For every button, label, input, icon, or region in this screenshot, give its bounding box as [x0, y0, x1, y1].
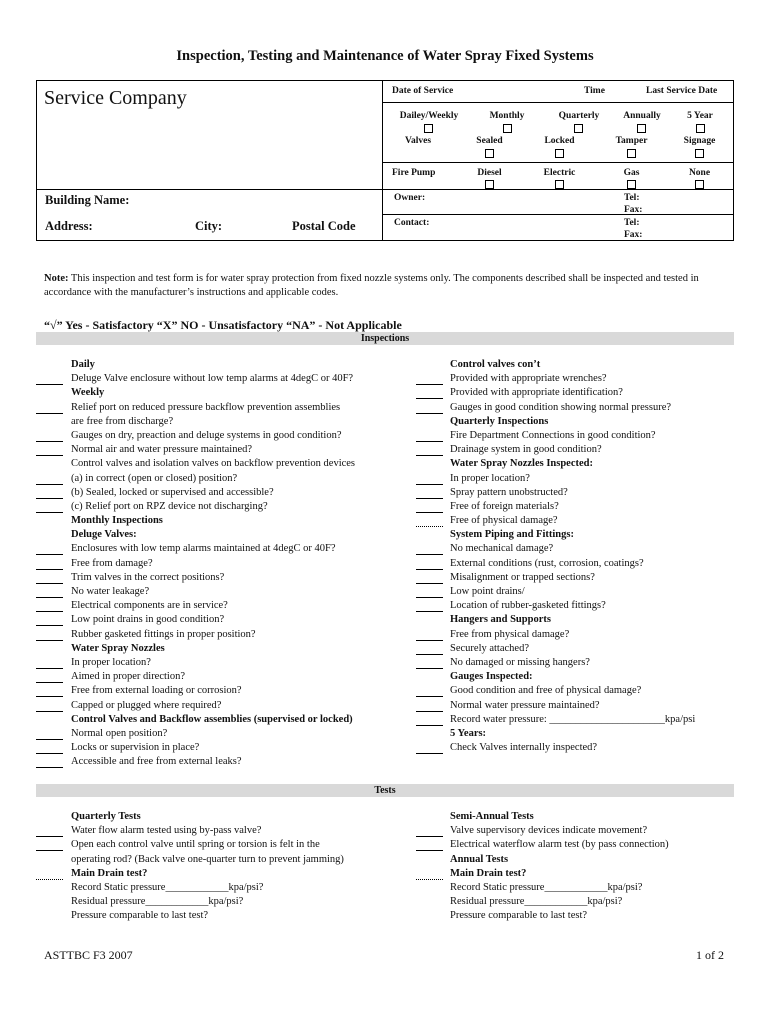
response-blank[interactable] — [36, 557, 63, 570]
note-paragraph — [44, 272, 734, 300]
item-text: No mechanical damage? — [450, 543, 554, 555]
tests-right-column — [416, 810, 734, 924]
response-blank[interactable] — [416, 514, 443, 527]
checklist-item — [36, 838, 416, 852]
item-text: Locks or supervision in place? — [71, 742, 200, 754]
response-blank[interactable] — [36, 741, 63, 754]
valves-label: Valves — [405, 136, 432, 146]
response-blank[interactable] — [416, 838, 443, 851]
inspections-section-bar: Inspections — [36, 332, 734, 345]
freq-monthly-label: Monthly — [489, 111, 525, 121]
checklist-item — [416, 895, 734, 909]
item-text: Water Spray Nozzles — [71, 642, 165, 654]
section-heading — [36, 514, 416, 528]
checklist-item — [36, 500, 416, 514]
valves-locked-checkbox[interactable] — [555, 149, 564, 158]
contact-tel-label: Tel: — [624, 218, 640, 228]
response-blank[interactable] — [416, 599, 443, 612]
item-text: Main Drain test? — [450, 867, 527, 879]
item-text: Pressure comparable to last test? — [71, 910, 209, 922]
item-text: 5 Years: — [450, 727, 487, 739]
item-text: Record Static pressure____________kpa/psi? — [71, 881, 264, 893]
item-text: In proper location? — [450, 472, 530, 484]
item-text: (b) Sealed, locked or supervised and accessible? — [71, 486, 274, 498]
item-text: Trim valves in the correct positions? — [71, 571, 225, 583]
date-of-service-label: Date of Service — [392, 86, 454, 96]
checklist-item — [416, 684, 734, 698]
time-label: Time — [584, 86, 605, 96]
item-text: Normal water pressure maintained? — [450, 699, 600, 711]
item-text: Control Valves and Backflow assemblies (supervised or locked) — [71, 713, 353, 725]
item-text: Valve supervisory devices indicate movement? — [450, 825, 648, 837]
inspections-right-column — [416, 358, 734, 755]
item-text: Weekly — [71, 387, 105, 399]
response-blank[interactable] — [416, 386, 443, 399]
item-text: Residual pressure____________kpa/psi? — [71, 896, 244, 908]
response-blank[interactable] — [36, 443, 63, 456]
valves-sealed-checkbox[interactable] — [485, 149, 494, 158]
tests-left-column — [36, 810, 416, 924]
checklist-item — [36, 909, 416, 923]
checklist-item — [36, 755, 416, 769]
response-blank[interactable] — [36, 372, 63, 385]
item-text: Low point drains in good condition? — [71, 614, 225, 626]
item-text: No damaged or missing hangers? — [450, 656, 590, 668]
item-text: Control valves con’t — [450, 359, 541, 370]
response-blank[interactable] — [416, 585, 443, 598]
item-text: Relief port on reduced pressure backflow prevention assemblies — [71, 401, 341, 413]
item-text: Low point drains/ — [450, 586, 525, 597]
valves-sealed-label: Sealed — [476, 136, 503, 146]
item-text: Gauges on dry, preaction and deluge systems in good condition? — [71, 429, 342, 441]
response-blank[interactable] — [416, 557, 443, 570]
item-text: Record Static pressure____________kpa/psi? — [450, 881, 643, 893]
freq-5year-checkbox[interactable] — [696, 124, 705, 133]
section-heading — [416, 528, 734, 542]
item-text: operating rod? (Back valve one-quarter turn to prevent jamming) — [71, 853, 344, 865]
section-heading — [36, 642, 416, 656]
checklist-item — [416, 909, 734, 923]
checklist-item — [36, 443, 416, 457]
checklist-item — [416, 599, 734, 613]
item-text: Main Drain test? — [71, 867, 148, 879]
page-number: 1 of 2 — [696, 948, 724, 962]
note-label: Note: — [44, 273, 69, 284]
checklist-item — [36, 656, 416, 670]
checklist-item — [416, 486, 734, 500]
item-text: Good condition and free of physical damage? — [450, 685, 642, 697]
firepump-gas-checkbox[interactable] — [627, 180, 636, 189]
checklist-item — [416, 838, 734, 852]
service-company-label: Service Company — [44, 87, 187, 109]
item-text: Hangers and Supports — [450, 614, 551, 626]
response-blank[interactable] — [416, 684, 443, 697]
item-text: Open each control valve until spring or torsion is felt in the — [71, 839, 320, 851]
last-service-date-label: Last Service Date — [646, 86, 718, 96]
checklist-item — [36, 429, 416, 443]
checklist-item — [416, 699, 734, 713]
checklist-item — [416, 500, 734, 514]
section-heading — [416, 670, 734, 684]
section-heading — [416, 358, 734, 372]
checklist-item — [36, 727, 416, 741]
owner-tel-label: Tel: — [624, 193, 640, 203]
firepump-label: Fire Pump — [392, 168, 436, 178]
item-text: Normal air and water pressure maintained? — [71, 444, 253, 456]
freq-quarterly-label: Quarterly — [558, 111, 600, 121]
page-title: Inspection, Testing and Maintenance of Water Spray Fixed Systems — [176, 48, 594, 64]
item-text: Control valves and isolation valves on backflow prevention devices — [71, 458, 356, 470]
response-blank[interactable] — [416, 443, 443, 456]
header-line — [37, 189, 733, 190]
contact-label: Contact: — [394, 218, 430, 228]
item-text: Daily — [71, 359, 95, 370]
response-blank[interactable] — [36, 585, 63, 598]
postal-code-label: Postal Code — [292, 219, 356, 233]
item-text: Free of physical damage? — [450, 515, 558, 527]
item-text: Accessible and free from external leaks? — [71, 756, 242, 768]
item-text: Record water pressure: ______________________kpa/psi — [450, 713, 696, 725]
item-text: Deluge Valves: — [71, 529, 137, 541]
header-divider — [382, 81, 383, 240]
response-blank[interactable] — [36, 486, 63, 499]
item-text: Water flow alarm tested using by-pass valve? — [71, 825, 262, 837]
section-heading — [36, 386, 416, 400]
freq-quarterly-checkbox[interactable] — [574, 124, 583, 133]
section-heading — [416, 415, 734, 429]
item-text: Rubber gasketed fittings in proper position? — [71, 628, 256, 640]
response-blank[interactable] — [36, 500, 63, 513]
response-blank[interactable] — [416, 867, 443, 880]
checklist-item — [416, 542, 734, 556]
firepump-diesel-label: Diesel — [477, 168, 502, 178]
response-blank[interactable] — [36, 755, 63, 768]
checklist-item — [36, 824, 416, 838]
checklist-item — [36, 472, 416, 486]
freq-annually-label: Annually — [623, 111, 661, 121]
contact-fax-label: Fax: — [624, 230, 643, 240]
item-text: Semi-Annual Tests — [450, 811, 534, 822]
checklist-item — [36, 895, 416, 909]
response-blank[interactable] — [36, 628, 63, 641]
section-heading — [416, 613, 734, 627]
item-text: In proper location? — [71, 656, 151, 668]
item-text: Quarterly Tests — [71, 811, 141, 822]
response-blank[interactable] — [36, 472, 63, 485]
checklist-item — [36, 881, 416, 895]
response-blank[interactable] — [416, 542, 443, 555]
checklist-item — [416, 443, 734, 457]
note-text: This inspection and test form is for water spray protection from fixed nozzle systems only. The components described shall be inspected and tested in accordance with the manufacturer’s instructions and applicable codes. — [44, 273, 699, 298]
checklist-item — [416, 401, 734, 415]
checklist-item — [416, 557, 734, 571]
section-heading — [416, 727, 734, 741]
item-text: Securely attached? — [450, 642, 529, 654]
item-text: (c) Relief port on RPZ device not discharging? — [71, 500, 268, 512]
item-text: Gauges in good condition showing normal pressure? — [450, 401, 672, 413]
header-line — [382, 162, 733, 163]
response-blank[interactable] — [416, 656, 443, 669]
response-blank[interactable] — [416, 824, 443, 837]
item-text: Quarterly Inspections — [450, 415, 549, 427]
tests-section-bar: Tests — [36, 784, 734, 797]
checklist-item — [416, 741, 734, 755]
checklist-item — [36, 542, 416, 556]
response-blank[interactable] — [416, 699, 443, 712]
item-text: Spray pattern unobstructed? — [450, 486, 568, 498]
checklist-item — [36, 628, 416, 642]
checklist-item — [416, 824, 734, 838]
item-text: are free from discharge? — [71, 415, 174, 427]
response-blank[interactable] — [416, 741, 443, 754]
checklist-item — [416, 386, 734, 400]
response-blank[interactable] — [36, 401, 63, 414]
item-text: Water Spray Nozzles Inspected: — [450, 458, 593, 470]
checklist-item — [416, 514, 734, 528]
checklist-item — [416, 429, 734, 443]
item-text: Electrical waterflow alarm test (by pass connection) — [450, 839, 669, 851]
valves-signage-checkbox[interactable] — [695, 149, 704, 158]
checklist-item — [416, 472, 734, 486]
item-text: Provided with appropriate wrenches? — [450, 373, 607, 385]
item-text: Check Valves internally inspected? — [450, 742, 598, 754]
item-text: Fire Department Connections in good condition? — [450, 429, 656, 441]
item-text: Annual Tests — [450, 853, 509, 865]
section-heading — [416, 457, 734, 471]
section-heading — [416, 867, 734, 881]
inspections-left-column — [36, 358, 416, 769]
checklist-item — [36, 699, 416, 713]
firepump-electric-label: Electric — [543, 168, 576, 178]
checklist-item — [416, 881, 734, 895]
item-text: Provided with appropriate identification? — [450, 387, 623, 399]
response-blank[interactable] — [36, 656, 63, 669]
checklist-item — [36, 670, 416, 684]
response-blank[interactable] — [416, 401, 443, 414]
response-blank[interactable] — [36, 429, 63, 442]
valves-signage-label: Signage — [683, 136, 716, 146]
header-line — [382, 102, 733, 103]
owner-fax-label: Fax: — [624, 205, 643, 215]
valves-locked-label: Locked — [544, 136, 575, 146]
item-text: Pressure comparable to last test? — [450, 910, 588, 922]
item-text: Free from physical damage? — [450, 628, 570, 640]
response-blank[interactable] — [416, 571, 443, 584]
checklist-item — [416, 571, 734, 585]
item-text: (a) in correct (open or closed) position? — [71, 472, 238, 484]
response-blank[interactable] — [416, 642, 443, 655]
section-heading — [416, 853, 734, 867]
checklist-item — [416, 656, 734, 670]
response-blank[interactable] — [416, 713, 443, 726]
response-blank[interactable] — [416, 429, 443, 442]
firepump-electric-checkbox[interactable] — [555, 180, 564, 189]
firepump-none-checkbox[interactable] — [695, 180, 704, 189]
checklist-item — [416, 713, 734, 727]
response-blank[interactable] — [36, 599, 63, 612]
valves-tamper-label: Tamper — [615, 136, 648, 146]
response-blank[interactable] — [36, 684, 63, 697]
checklist-item — [36, 486, 416, 500]
response-blank[interactable] — [36, 838, 63, 851]
checklist-item — [36, 599, 416, 613]
checklist-item — [36, 585, 416, 599]
response-blank[interactable] — [36, 571, 63, 584]
valves-tamper-checkbox[interactable] — [627, 149, 636, 158]
checklist-item — [36, 741, 416, 755]
response-blank[interactable] — [36, 727, 63, 740]
response-blank[interactable] — [36, 670, 63, 683]
header-line — [382, 214, 733, 215]
response-blank[interactable] — [416, 500, 443, 513]
item-text: Deluge Valve enclosure without low temp alarms at 4degC or 40F? — [71, 373, 354, 385]
building-name-label: Building Name: — [45, 193, 130, 207]
firepump-gas-label: Gas — [623, 168, 640, 178]
checklist-item — [36, 613, 416, 627]
item-text: Free from external loading or corrosion? — [71, 685, 242, 697]
response-blank[interactable] — [36, 542, 63, 555]
checklist-item — [36, 372, 416, 386]
checklist-item — [416, 642, 734, 656]
firepump-diesel-checkbox[interactable] — [485, 180, 494, 189]
item-text: Monthly Inspections — [71, 515, 163, 527]
item-text: Free from damage? — [71, 557, 153, 569]
checklist-item — [36, 684, 416, 698]
item-text: Normal open position? — [71, 727, 168, 739]
section-heading — [36, 867, 416, 881]
freq-monthly-checkbox[interactable] — [503, 124, 512, 133]
item-text: Residual pressure____________kpa/psi? — [450, 896, 623, 908]
response-blank[interactable] — [416, 472, 443, 485]
item-text: External conditions (rust, corrosion, coatings? — [450, 557, 644, 569]
item-text: Aimed in proper direction? — [71, 671, 186, 683]
address-label: Address: — [45, 219, 93, 233]
response-blank[interactable] — [36, 699, 63, 712]
item-text: Drainage system in good condition? — [450, 444, 602, 456]
response-blank[interactable] — [416, 628, 443, 641]
section-heading — [36, 810, 416, 824]
item-text: Location of rubber-gasketed fittings? — [450, 600, 606, 612]
section-heading — [36, 358, 416, 372]
checklist-item — [36, 415, 416, 429]
checklist-item — [416, 628, 734, 642]
response-blank[interactable] — [416, 486, 443, 499]
checklist-item — [36, 557, 416, 571]
response-blank[interactable] — [36, 613, 63, 626]
firepump-none-label: None — [688, 168, 711, 178]
checklist-item — [36, 571, 416, 585]
freq-annually-checkbox[interactable] — [637, 124, 646, 133]
checklist-item — [36, 401, 416, 415]
item-text: Capped or plugged where required? — [71, 699, 222, 711]
freq-5year-label: 5 Year — [687, 111, 713, 121]
city-label: City: — [195, 219, 223, 233]
section-heading — [416, 810, 734, 824]
checklist-item — [416, 585, 734, 599]
item-text: System Piping and Fittings: — [450, 529, 574, 541]
form-code: ASTTBC F3 2007 — [44, 948, 133, 962]
item-text: Free of foreign materials? — [450, 500, 559, 512]
owner-label: Owner: — [394, 193, 426, 203]
legend: “√” Yes - Satisfactory “X” NO - Unsatisfactory “NA” - Not Applicable — [44, 318, 402, 332]
freq-daily-label: Dailey/Weekly — [399, 111, 459, 121]
item-text: Enclosures with low temp alarms maintained at 4degC or 40F? — [71, 543, 336, 555]
section-heading — [36, 528, 416, 542]
item-text: Misalignment or trapped sections? — [450, 571, 595, 583]
response-blank[interactable] — [416, 372, 443, 385]
response-blank[interactable] — [36, 867, 63, 880]
checklist-item — [36, 853, 416, 867]
item-text: Electrical components are in service? — [71, 600, 228, 612]
checklist-item — [416, 372, 734, 386]
item-text: No water leakage? — [71, 586, 150, 597]
freq-daily-checkbox[interactable] — [424, 124, 433, 133]
item-text: Gauges Inspected: — [450, 671, 533, 683]
checklist-item — [36, 457, 416, 471]
response-blank[interactable] — [36, 824, 63, 837]
section-heading — [36, 713, 416, 727]
header-box — [36, 80, 734, 241]
